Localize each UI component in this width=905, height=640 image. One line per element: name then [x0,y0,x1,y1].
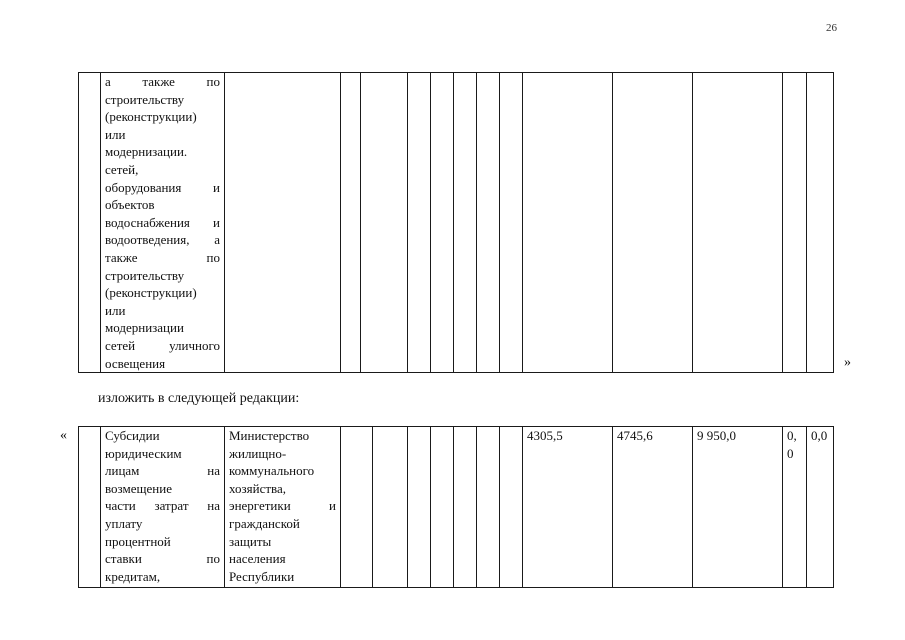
description-line: сетей, [105,161,139,177]
empty-cell [361,73,408,373]
value-cell-2 [613,427,693,588]
description-line: модернизации. [105,144,188,160]
value-cell-1 [523,427,613,588]
description-line: или [105,302,126,318]
value-4-line-1: 0, [787,428,797,443]
description-line: объектов [105,197,155,213]
description-line: водоснабжения и [105,214,220,230]
row-number-cell [79,73,101,373]
value-cell [693,73,783,373]
description-line: водоотведения, а [105,232,220,248]
value-cell-5 [807,427,834,588]
description-line: или [105,126,126,142]
value-cell [783,73,807,373]
description-cell [101,427,225,588]
responsible-line: гражданской [229,515,300,531]
value-cell [807,73,834,373]
opening-quote: « [60,428,67,443]
empty-cell [477,427,500,588]
responsible-cell [225,73,341,373]
value-3: 9 950,0 [697,428,736,443]
responsible-line: энергетики и [229,498,336,514]
value-cell [523,73,613,373]
description-line: ставки по [105,551,220,567]
empty-cell [341,73,361,373]
description-cell [101,73,225,373]
empty-cell [500,73,523,373]
description-line: уплату [105,515,143,531]
empty-cell [431,427,454,588]
empty-cell [431,73,454,373]
description-line: лицам на [105,463,220,479]
description-line: кредитам, [105,568,161,584]
description-line: также по [105,249,220,265]
description-line: оборудования и [105,179,220,195]
empty-cell [408,427,431,588]
responsible-cell [225,427,341,588]
description-line: части затрат на [105,498,220,514]
description-line: возмещение [105,480,172,496]
description-line: (реконструкции) [105,109,197,125]
amendment-instruction: изложить в следующей редакции: [98,391,300,406]
empty-cell [341,427,373,588]
empty-cell [373,427,408,588]
description-line: сетей уличного [105,337,220,353]
row-number-cell [79,427,101,588]
responsible-line: Министерство [229,428,310,443]
empty-cell [408,73,431,373]
description-line: модернизации [105,320,184,336]
table-fragment-new [78,426,834,588]
responsible-line: Республики [229,568,295,584]
value-1: 4305,5 [527,428,563,443]
description-line: (реконструкции) [105,285,197,301]
responsible-line: коммунального [229,463,315,479]
empty-cell [454,427,477,588]
description-line: строительству [105,91,185,107]
value-cell-4 [783,427,807,588]
value-4-line-2: 0 [787,445,794,461]
responsible-line: жилищно- [229,445,287,461]
description-line: Субсидии [105,428,160,443]
table-fragment-old [78,72,834,373]
value-cell [613,73,693,373]
closing-quote: » [844,355,851,370]
responsible-line: защиты [229,533,272,549]
description-line: освещения [105,355,166,371]
page-number: 26 [826,22,837,34]
description-line: процентной [105,533,171,549]
description-line: юридическим [105,445,182,461]
description-line: строительству [105,267,185,283]
empty-cell [500,427,523,588]
value-cell-3 [693,427,783,588]
empty-cell [454,73,477,373]
value-2: 4745,6 [617,428,653,443]
value-5: 0,0 [811,428,828,443]
description-line: а также по [105,74,220,89]
empty-cell [477,73,500,373]
responsible-line: хозяйства, [229,480,287,496]
responsible-line: населения [229,551,286,567]
